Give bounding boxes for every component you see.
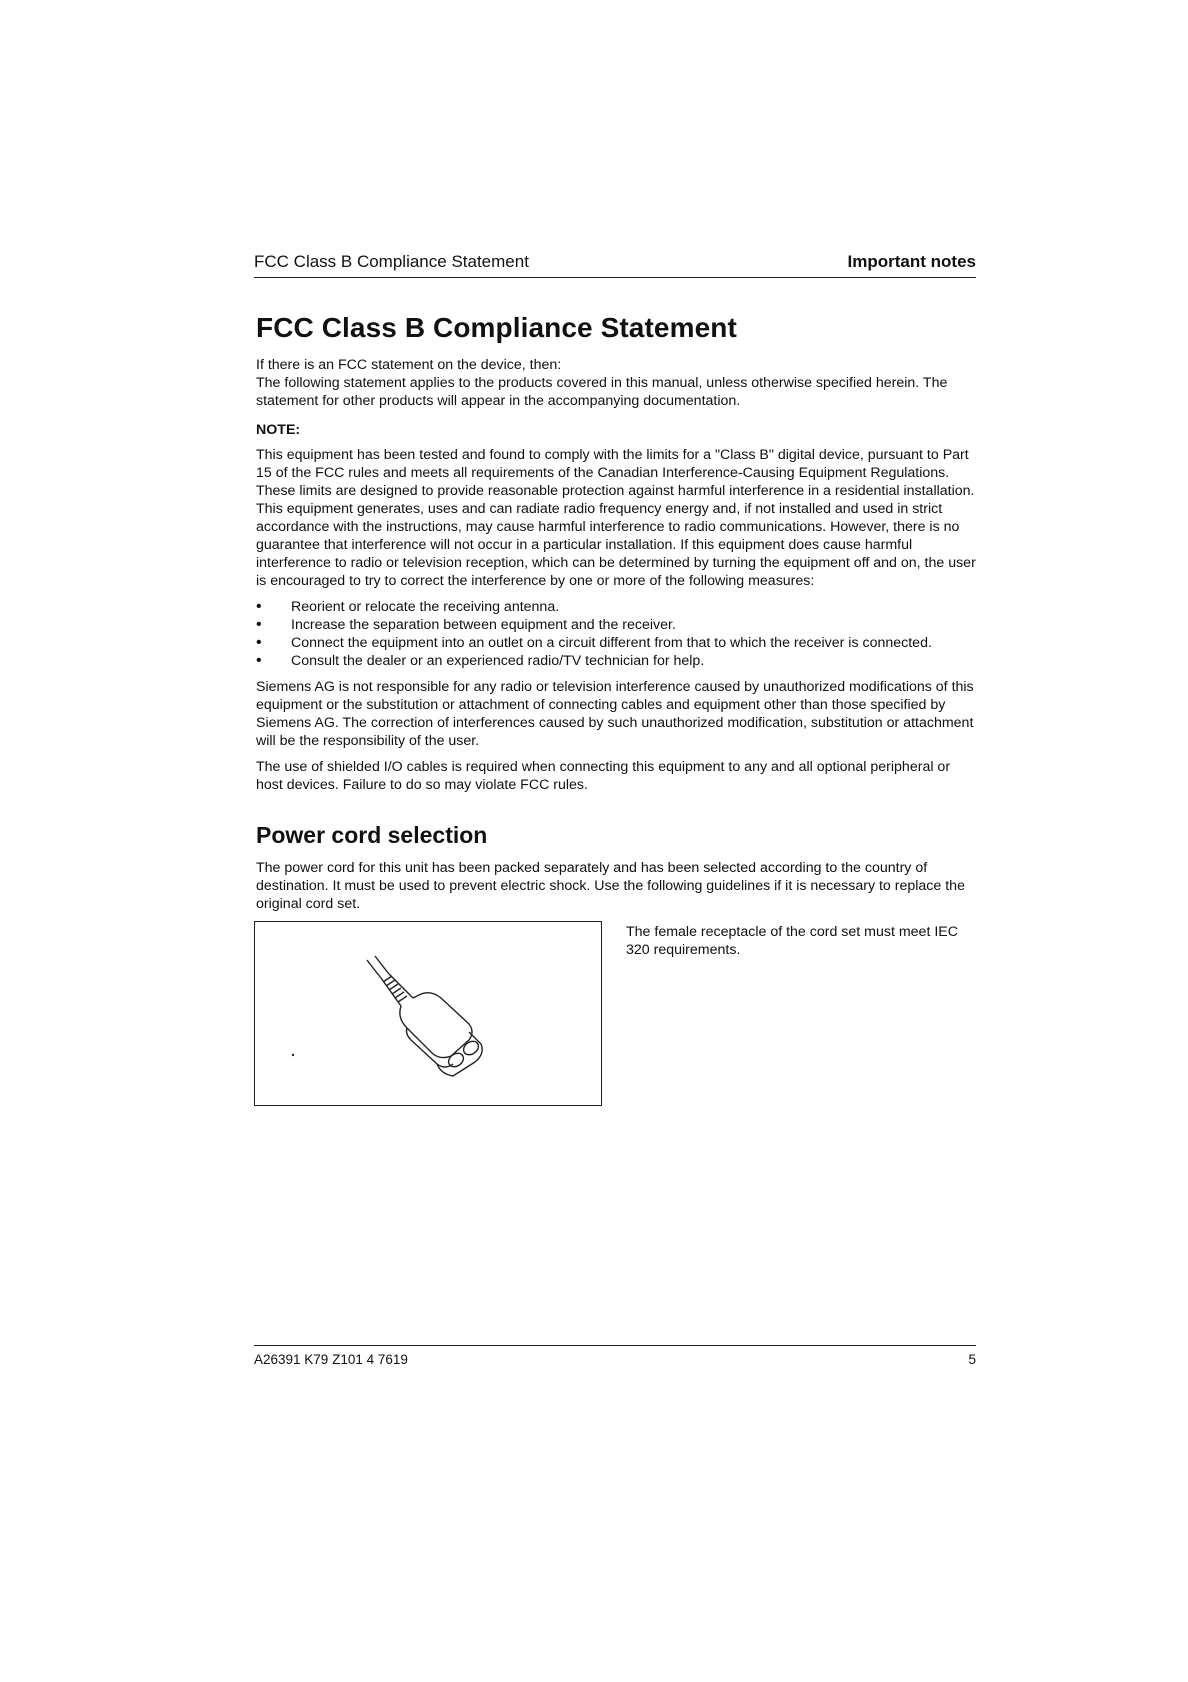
list-item: • Connect the equipment into an outlet on a circuit different from that to which the receiver is connected. xyxy=(256,634,976,652)
list-item: • Increase the separation between equipment and the receiver. xyxy=(256,616,976,634)
intro-paragraph: The following statement applies to the products covered in this manual, unless otherwise specified herein. The statement for other products will appear in the accompanying documentation. xyxy=(256,375,948,409)
shielded-cables-paragraph: The use of shielded I/O cables is required when connecting this equipment to any and all optional peripheral or host devices. Failure to do so may violate FCC rules. xyxy=(256,759,951,793)
list-item: • Consult the dealer or an experienced radio/TV technician for help. xyxy=(256,652,976,670)
running-header xyxy=(254,252,976,278)
header-chapter-title: Important notes xyxy=(847,252,976,271)
page-footer xyxy=(254,1345,976,1367)
header-section-title: FCC Class B Compliance Statement xyxy=(254,252,529,271)
power-cord-heading: Power cord selection xyxy=(256,822,488,848)
power-cord-paragraph: The power cord for this unit has been packed separately and has been selected according to the country of destination. It must be used to prevent electric shock. Use the following guidelines if it is necessary to replace the original cord set. xyxy=(256,860,965,912)
note-label: NOTE: xyxy=(256,422,301,438)
power-cord-plug-icon xyxy=(255,922,601,1105)
measures-list xyxy=(256,598,976,670)
list-item: • Reorient or relocate the receiving antenna. xyxy=(256,598,976,616)
power-cord-figure xyxy=(254,921,602,1106)
page-number: 5 xyxy=(968,1352,976,1367)
page-title: FCC Class B Compliance Statement xyxy=(256,312,737,343)
note-paragraph: This equipment has been tested and found to comply with the limits for a "Class B" digital device, pursuant to Part 15 of the FCC rules and meets all requirements of the Canadian Interference-Causing Equipment Regulations. These limits are designed to provide reasonable protection against harmful interference in a residential installation. This equipment generates, uses and can radiate radio frequency energy and, if not installed and used in strict accordance with the instructions, may cause harmful interference to radio communications. However, there is no guarantee that interference will not occur in a particular installation. If this equipment does cause harmful interference to radio or television reception, which can be determined by turning the equipment off and on, the user is encouraged to try to correct the interference by one or more of the following measures: xyxy=(256,447,976,589)
siemens-paragraph: Siemens AG is not responsible for any radio or television interference caused by unauthorized modifications of this equipment or the substitution or attachment of connecting cables and equipment other than those specified by Siemens AG. The correction of interferences caused by such unauthorized modification, substitution or attachment will be the responsibility of the user. xyxy=(256,679,974,749)
intro-line: If there is an FCC statement on the device, then: xyxy=(256,357,562,373)
document-page xyxy=(254,252,976,1106)
figure-row xyxy=(254,921,976,1106)
figure-caption: The female receptacle of the cord set must meet IEC 320 requirements. xyxy=(626,924,958,958)
document-number: A26391 K79 Z101 4 7619 xyxy=(254,1352,408,1367)
